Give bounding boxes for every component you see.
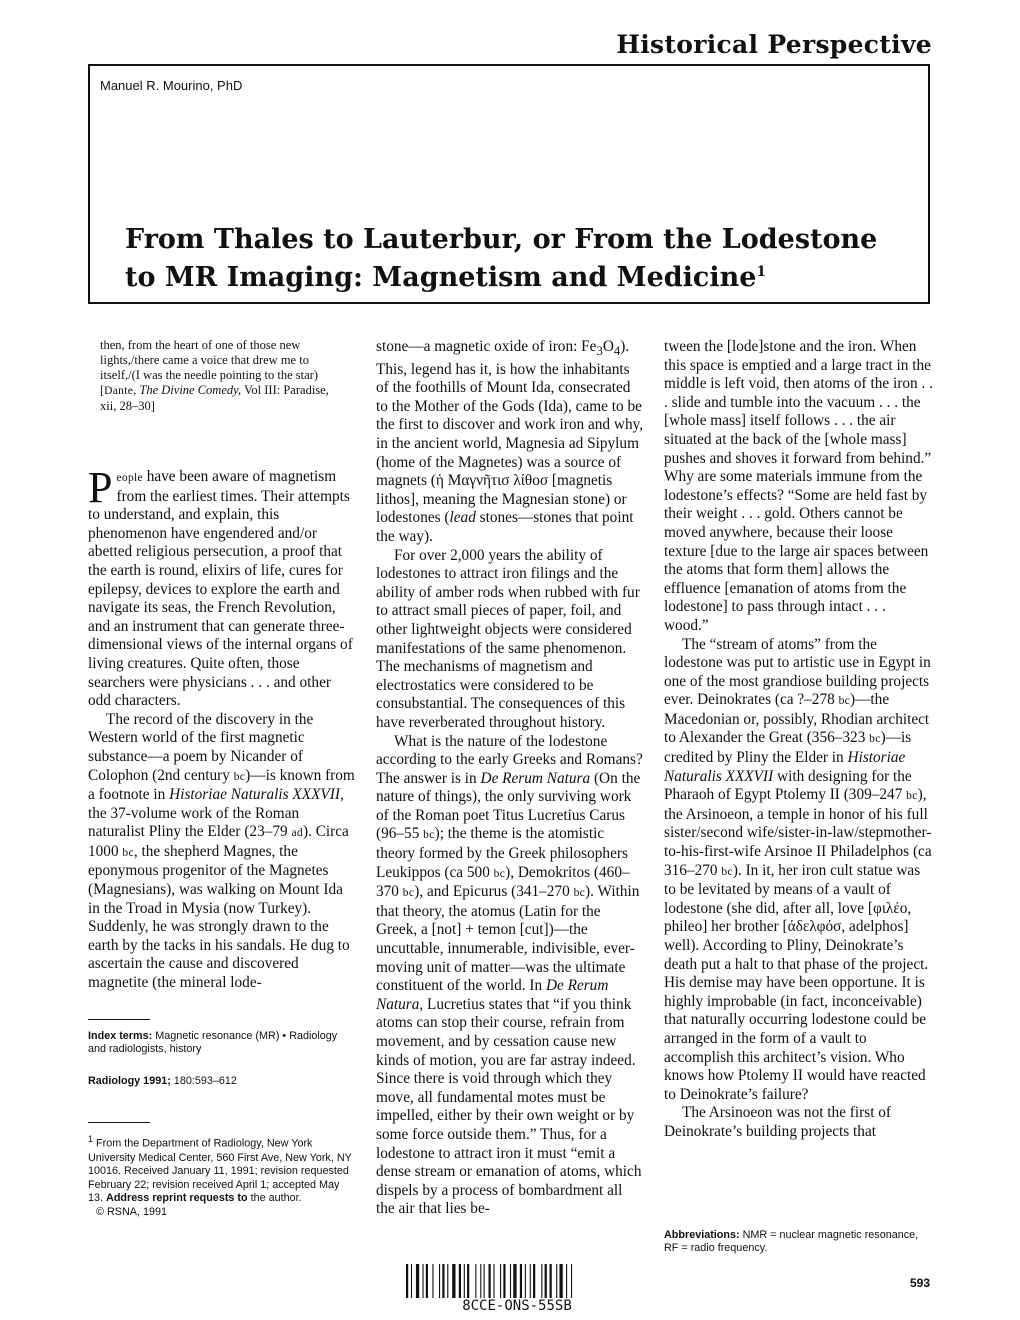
column-3 <box>664 338 934 1142</box>
index-terms: Index terms: Magnetic resonance (MR) • Radiology and radiologists, history <box>88 1029 338 1056</box>
title-box <box>88 64 930 304</box>
paragraph: For over 2,000 years the ability of lodestones to attract iron filings and the ability of amber rods when rubbed with fur to attract small pieces of paper, foil, and other lightweight objects were considered manifestations of the same phenomenon. The mechanisms of magnetism and electrostatics were considered to be consubstantial. The consequences of this have reverberated throughout history. <box>376 546 640 731</box>
section-heading: Historical Perspective <box>616 30 932 59</box>
paragraph: The record of the discovery in the Western world of the first magnetic substance—a poem by Nicander of Colophon (2nd century bc)—is known from a footnote in Historiae Naturalis XXXVII, the 37-volume work of the Roman naturalist Pliny the Elder (23–79 ad). Circa 1000 bc, the shepherd Magnes, the eponymous progenitor of the Magnetes (Magnesians), was walking on Mount Ida in the Troad in Mysia (now Turkey). Suddenly, he was strongly drawn to the earth by the tacks in his sandals. He dug to ascertain the cause and discovered magnetite (the mineral lode- <box>88 710 355 992</box>
article-title <box>125 224 877 294</box>
paragraph: The Arsinoeon was not the first of Deinokrate’s building projects that <box>664 1104 892 1140</box>
copyright: © RSNA, 1991 <box>96 1205 167 1218</box>
paragraph: tween the [lode]stone and the iron. When this space is emptied and a large tract in the middle is left void, then atoms of the iron . . . slide and tumble into the vacuum . . . the [whole mass] itself follows . . . the air situated at the back of the [whole mass] pushes and shoves it forward from behind.” Why are some materials immune from the lodestone’s effects? “Some are held fast by their weight . . . gold. Others cannot be moved anywhere, because their loose texture [due to the large air spaces between the atoms that form them] allows the effluence [emanation of atoms from the lodestone] to pass through intact . . . wood.” <box>664 338 933 634</box>
barcode-text: 8CCE-ONS-55SB <box>462 1298 572 1314</box>
title-line-2: to MR Imaging: Magnetism and Medicine <box>125 262 757 293</box>
title-line-1: From Thales to Lauterbur, or From the Lodestone <box>125 224 878 255</box>
paragraph: People have been aware of magnetism from the earliest times. Their attempts to understand, and explain, this phenomenon have engendered and/or abetted religious persecution, a proof that the earth is round, elixirs of life, cures for epilepsy, devices to explore the earth and navigate its seas, the French Revolution, and an instrument that can generate three-dimensional views of the internal organs of living creatures. Quite often, those searchers were physicians . . . and other odd characters. <box>88 463 353 710</box>
drop-cap: P <box>88 463 113 512</box>
column-2 <box>376 338 644 1219</box>
epigraph: then, from the heart of one of those new lights,/there came a voice that drew me to itself,/(I was the needle pointing to the star) [Dante, The Divine Comedy, Vol III: Paradise, xii, 28–30] <box>100 338 329 413</box>
column-1 <box>88 338 356 1220</box>
paragraph: The “stream of atoms” from the lodestone was put to artistic use in Egypt in one of the most grandiose building projects ever. Deinokrates (ca ?–278 bc)—the Macedonian or, possibly, Rhodian architect to Alexander the Great (356–323 bc)—is credited by Pliny the Elder in Historiae Naturalis XXXVII with designing for the Pharaoh of Egypt Ptolemy II (309–247 bc), the Arsinoeon, a temple in honor of his full sister/second wife/sister-in-law/stepmother-to-his-first-wife Arsinoe II Philadelphos (ca 316–270 bc). In it, her iron cult statue was to be levitated by means of a vault of lodestone (she did, after all, love [φιλέο, phileo] her brother [άδελφόσ, adelphos] well). According to Pliny, Deinokrate’s death put a halt to that phase of the project. His demise may have been opportune. It is highly improbable (in fact, inconceivable) that naturally occurring lodestone could be arranged in the form of a vault to accomplish this architect’s vision. Who knows how Ptolemy II would have reacted to Deinokrate’s failure? <box>664 635 932 1103</box>
abbreviations: Abbreviations: NMR = nuclear magnetic resonance, RF = radio frequency. <box>664 1228 919 1255</box>
journal-citation: Radiology 1991; 180:593–612 <box>88 1074 237 1087</box>
author-name: Manuel R. Mourino, PhD <box>100 78 243 93</box>
divider <box>88 1019 150 1020</box>
page-number: 593 <box>909 1276 930 1290</box>
barcode-icon <box>406 1264 628 1298</box>
paragraph: stone—a magnetic oxide of iron: $Fe_3O_4$). This, legend has it, is how the inhabitants of the foothills of Mount Ida, consecrated to the Mother of the Gods (Ida), came to be the first to discover and work iron and why, in the ancient world, Magnesia ad Sipylum (home of the Magnetes) was a source of magnets (ἡ Μαγνῆτισ λίθοσ [magnetis lithos], meaning the Magnesian stone) or lodestones (lead stones—stones that point the way). <box>376 338 644 545</box>
paragraph: What is the nature of the lodestone according to the early Greeks and Romans? The answer is in De Rerum Natura (On the nature of things), the only surviving work of the Roman poet Titus Lucretius Carus (96–55 bc); the theme is the atomistic theory formed by the Greek philosophers Leukippos (ca 500 bc), Demokritos (460–370 bc), and Epicurus (341–270 bc). Within that theory, the atomus (Latin for the Greek, a [not] + temon [cut])—the uncuttable, innumerable, indivisible, ever-moving unit of matter—was the ultimate constituent of the world. In De Rerum Natura, Lucretius states that “if you think atoms can stop their course, refrain from movement, and by cessation cause new kinds of motion, you are far astray indeed. Since there is void through which they move, all fundamental motes must be impelled, either by their own weight or by some force outside them.” Thus, for a lodestone to attract iron it must “emit a dense stream or emanation of atoms, which dispels by a process of bombardment all the air that lies be- <box>376 732 643 1218</box>
footnote: $^1$ From the Department of Radiology, New York University Medical Center, 560 First Ave, New York, NY 10016. Received January 11, 1991; revision requested February 22; revision received April 1; accepted May 13. Address reprint requests to the author. <box>88 1134 352 1205</box>
title-footnote-mark: 1 <box>756 264 767 280</box>
divider <box>88 1122 150 1123</box>
